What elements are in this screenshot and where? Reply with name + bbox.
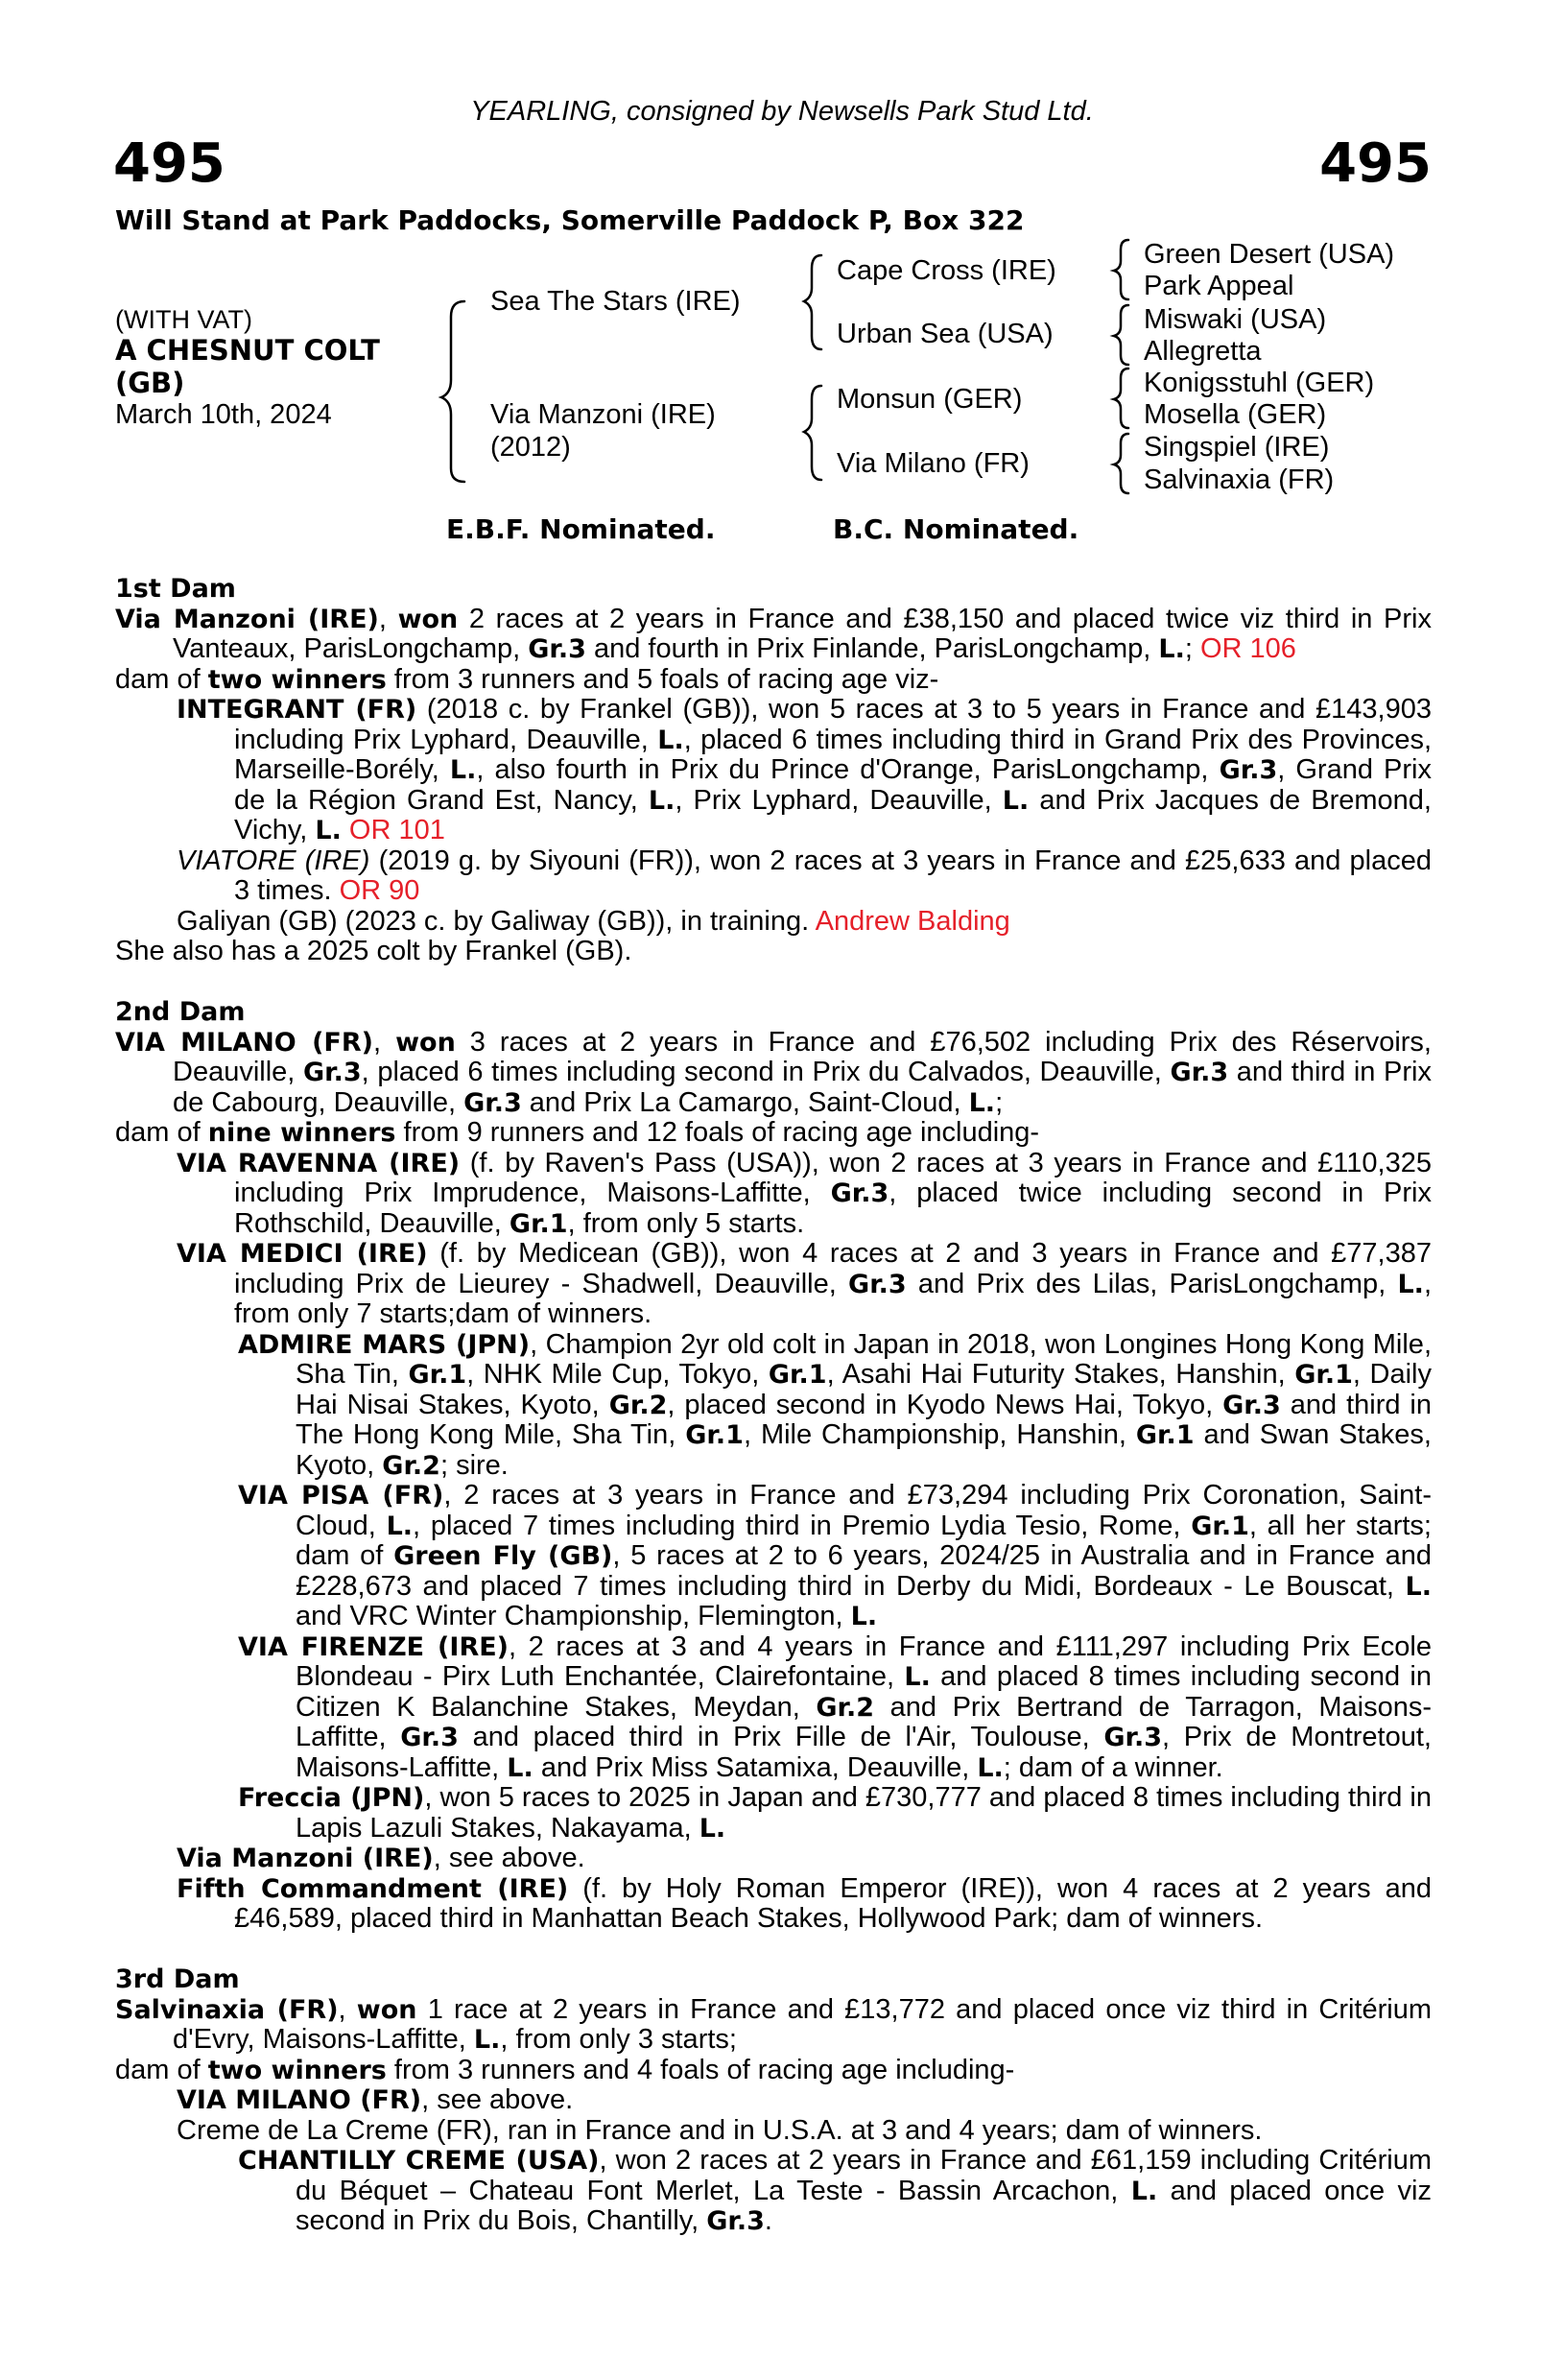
dam-name: Via Manzoni (IRE): [490, 399, 716, 430]
second-dam-record: VIA MILANO (FR), won 3 races at 2 years in France and £76,502 including Prix des Réservoirs, Deauville, Gr.3, placed 6 times including second in Prix du Calvados, Deauville, Gr.3 and third in Prix de Cabourg, Deauville, Gr.3 and Prix La Camargo, Saint-Cloud, L.;: [115, 1026, 1432, 1118]
produce-creme-de-la-creme: Creme de La Creme (FR), ran in France and in U.S.A. at 3 and 4 years; dam of winners.: [177, 2114, 1263, 2146]
produce-via-firenze: VIA FIRENZE (IRE), 2 races at 3 and 4 years in France and £111,297 including Prix Ecole Blondeau - Pirx Luth Enchantée, Clairefontaine, L. and placed 8 times including second in Citizen K Balanchine Stakes, Meydan, Gr.2 and Prix Bertrand de Tarragon, Maisons-Laffitte, Gr.3 and placed third in Prix Fille de l'Air, Toulouse, Gr.3, Prix de Montretout, Maisons-Laffitte, L. and Prix Miss Satamixa, Deauville, L.; dam of a winner.: [238, 1630, 1432, 1783]
first-dam-also: She also has a 2025 colt by Frankel (GB).: [115, 936, 632, 966]
produce-galiyan: Galiyan (GB) (2023 c. by Galiway (GB)), in training. Andrew Balding: [177, 905, 1010, 937]
foaling-date: March 10th, 2024: [115, 399, 332, 430]
grandsire-8: Salvinaxia (FR): [1144, 464, 1335, 495]
ebf-nominated: E.B.F. Nominated.: [446, 513, 716, 545]
grandsire-3: Miswaki (USA): [1144, 304, 1327, 335]
produce-admire-mars: ADMIRE MARS (JPN), Champion 2yr old colt in Japan in 2018, won Longines Hong Kong Mile, Sha Tin, Gr.1, NHK Mile Cup, Tokyo, Gr.1, Asahi Hai Futurity Stakes, Hanshin, Gr.1, Daily Hai Nisai Stakes, Kyoto, Gr.2, placed second in Kyodo News Hai, Tokyo, Gr.3 and third in The Hong Kong Mile, Sha Tin, Gr.1, Mile Championship, Hanshin, Gr.1 and Swan Stakes, Kyoto, Gr.2; sire.: [238, 1328, 1432, 1481]
produce-record: [115, 574, 1432, 2237]
sire-dam: Urban Sea (USA): [837, 319, 1054, 349]
first-dam-record: Via Manzoni (IRE), won 2 races at 2 years in France and £38,150 and placed twice viz third in Prix Vanteaux, ParisLongchamp, Gr.3 and fourth in Prix Finlande, ParisLongchamp, L.; OR 106: [115, 603, 1432, 664]
grandsire-1: Green Desert (USA): [1144, 239, 1395, 270]
dam-year: (2012): [490, 432, 571, 463]
lot-number-left: 495: [113, 132, 225, 195]
main-brace: [441, 301, 464, 482]
grandsire-2: Park Appeal: [1144, 271, 1294, 301]
sire-name: Sea The Stars (IRE): [490, 286, 741, 317]
grandsire-7: Singspiel (IRE): [1144, 432, 1330, 463]
dam-dam: Via Milano (FR): [837, 448, 1030, 479]
produce-chantilly-creme: CHANTILLY CREME (USA), won 2 races at 2 years in France and £61,159 including Critérium du Béquet – Chateau Font Merlet, La Teste - Bassin Arcachon, L. and placed once viz second in Prix du Bois, Chantilly, Gr.3.: [238, 2145, 1432, 2236]
produce-viatore: VIATORE (IRE) (2019 g. by Siyouni (FR)), won 2 races at 3 years in France and £25,633 and placed 3 times. OR 90: [177, 845, 1433, 906]
dam-brace: [804, 386, 821, 480]
trainer-name: Andrew Balding: [815, 905, 1010, 937]
dam-sire: Monsun (GER): [837, 384, 1023, 415]
brace-g4: [1114, 434, 1128, 493]
horse-name-line1: A CHESNUT COLT: [115, 334, 380, 367]
produce-via-manzoni: Via Manzoni (IRE), see above.: [177, 1843, 585, 1873]
produce-via-pisa: VIA PISA (FR), 2 races at 3 years in France and £73,294 including Prix Coronation, Saint-Cloud, L., placed 7 times including third in Premio Lydia Tesio, Rome, Gr.1, all her starts; dam of Green Fly (GB), 5 races at 2 to 6 years, 2024/25 in Australia and in France and £228,673 and placed 7 times including third in Derby du Midi, Bordeaux - Le Bouscat, L. and VRC Winter Championship, Flemington, L.: [238, 1480, 1433, 1631]
second-dam-heading: 2nd Dam: [115, 997, 246, 1027]
second-dam-produce: dam of nine winners from 9 runners and 12 foals of racing age including-: [115, 1117, 1040, 1148]
sire-sire: Cape Cross (IRE): [837, 255, 1056, 286]
produce-freccia: Freccia (JPN), won 5 races to 2025 in Japan and £730,777 and placed 8 times including third in Lapis Lazuli Stakes, Nakayama, L.: [238, 1782, 1432, 1844]
consignor-line: YEARLING, consigned by Newsells Park Stud Ltd.: [470, 96, 1094, 127]
horse-name-line2: (GB): [115, 367, 185, 399]
produce-fifth-commandment: Fifth Commandment (IRE) (f. by Holy Roman Emperor (IRE)), won 4 races at 2 years and £46,589, placed third in Manhattan Beach Stakes, Hollywood Park; dam of winners.: [177, 1872, 1432, 1934]
official-rating: OR 106: [1199, 633, 1296, 664]
grandsire-5: Konigsstuhl (GER): [1144, 368, 1375, 398]
first-dam-produce: dam of two winners from 3 runners and 5 foals of racing age viz-: [115, 663, 939, 695]
brace-g1: [1114, 240, 1128, 299]
first-dam-heading: 1st Dam: [115, 574, 236, 604]
produce-via-medici: VIA MEDICI (IRE) (f. by Medicean (GB)), won 4 races at 2 and 3 years in France and £77,387 including Prix de Lieurey - Shadwell, Deauville, Gr.3 and Prix des Lilas, ParisLongchamp, L., from only 7 starts;dam of winners.: [177, 1238, 1433, 1329]
sire-brace: [804, 255, 821, 349]
third-dam-produce: dam of two winners from 3 runners and 4 foals of racing age including-: [115, 2054, 1015, 2085]
produce-via-milano: VIA MILANO (FR), see above.: [177, 2084, 574, 2115]
grandsire-6: Mosella (GER): [1144, 399, 1327, 430]
produce-via-ravenna: VIA RAVENNA (IRE) (f. by Raven's Pass (USA)), won 2 races at 3 years in France and £110,325 including Prix Imprudence, Maisons-Laffitte, Gr.3, placed twice including second in Prix Rothschild, Deauville, Gr.1, from only 5 starts.: [177, 1147, 1432, 1239]
vat-note: (WITH VAT): [115, 305, 252, 334]
produce-integrant: INTEGRANT (FR) (2018 c. by Frankel (GB)), won 5 races at 3 to 5 years in France and £143,903 including Prix Lyphard, Deauville, L., placed 6 times including third in Grand Prix des Provinces, Marseille-Borély, L., also fourth in Prix du Prince d'Orange, ParisLongchamp, Gr.3, Grand Prix de la Région Grand Est, Nancy, L., Prix Lyphard, Deauville, L. and Prix Jacques de Bremond, Vichy, L. OR 101: [177, 694, 1433, 845]
grandsire-4: Allegretta: [1144, 336, 1262, 367]
third-dam-heading: 3rd Dam: [115, 1964, 240, 1994]
stand-location: Will Stand at Park Paddocks, Somerville Paddock P, Box 322: [115, 204, 1025, 236]
bc-nominated: B.C. Nominated.: [833, 513, 1079, 545]
lot-number-right: 495: [1319, 132, 1432, 195]
brace-g2: [1114, 305, 1128, 365]
third-dam-record: Salvinaxia (FR), won 1 race at 2 years in France and £13,772 and placed once viz third in Critérium d'Evry, Maisons-Laffitte, L., from only 3 starts;: [115, 1993, 1432, 2055]
brace-g3: [1114, 369, 1128, 428]
